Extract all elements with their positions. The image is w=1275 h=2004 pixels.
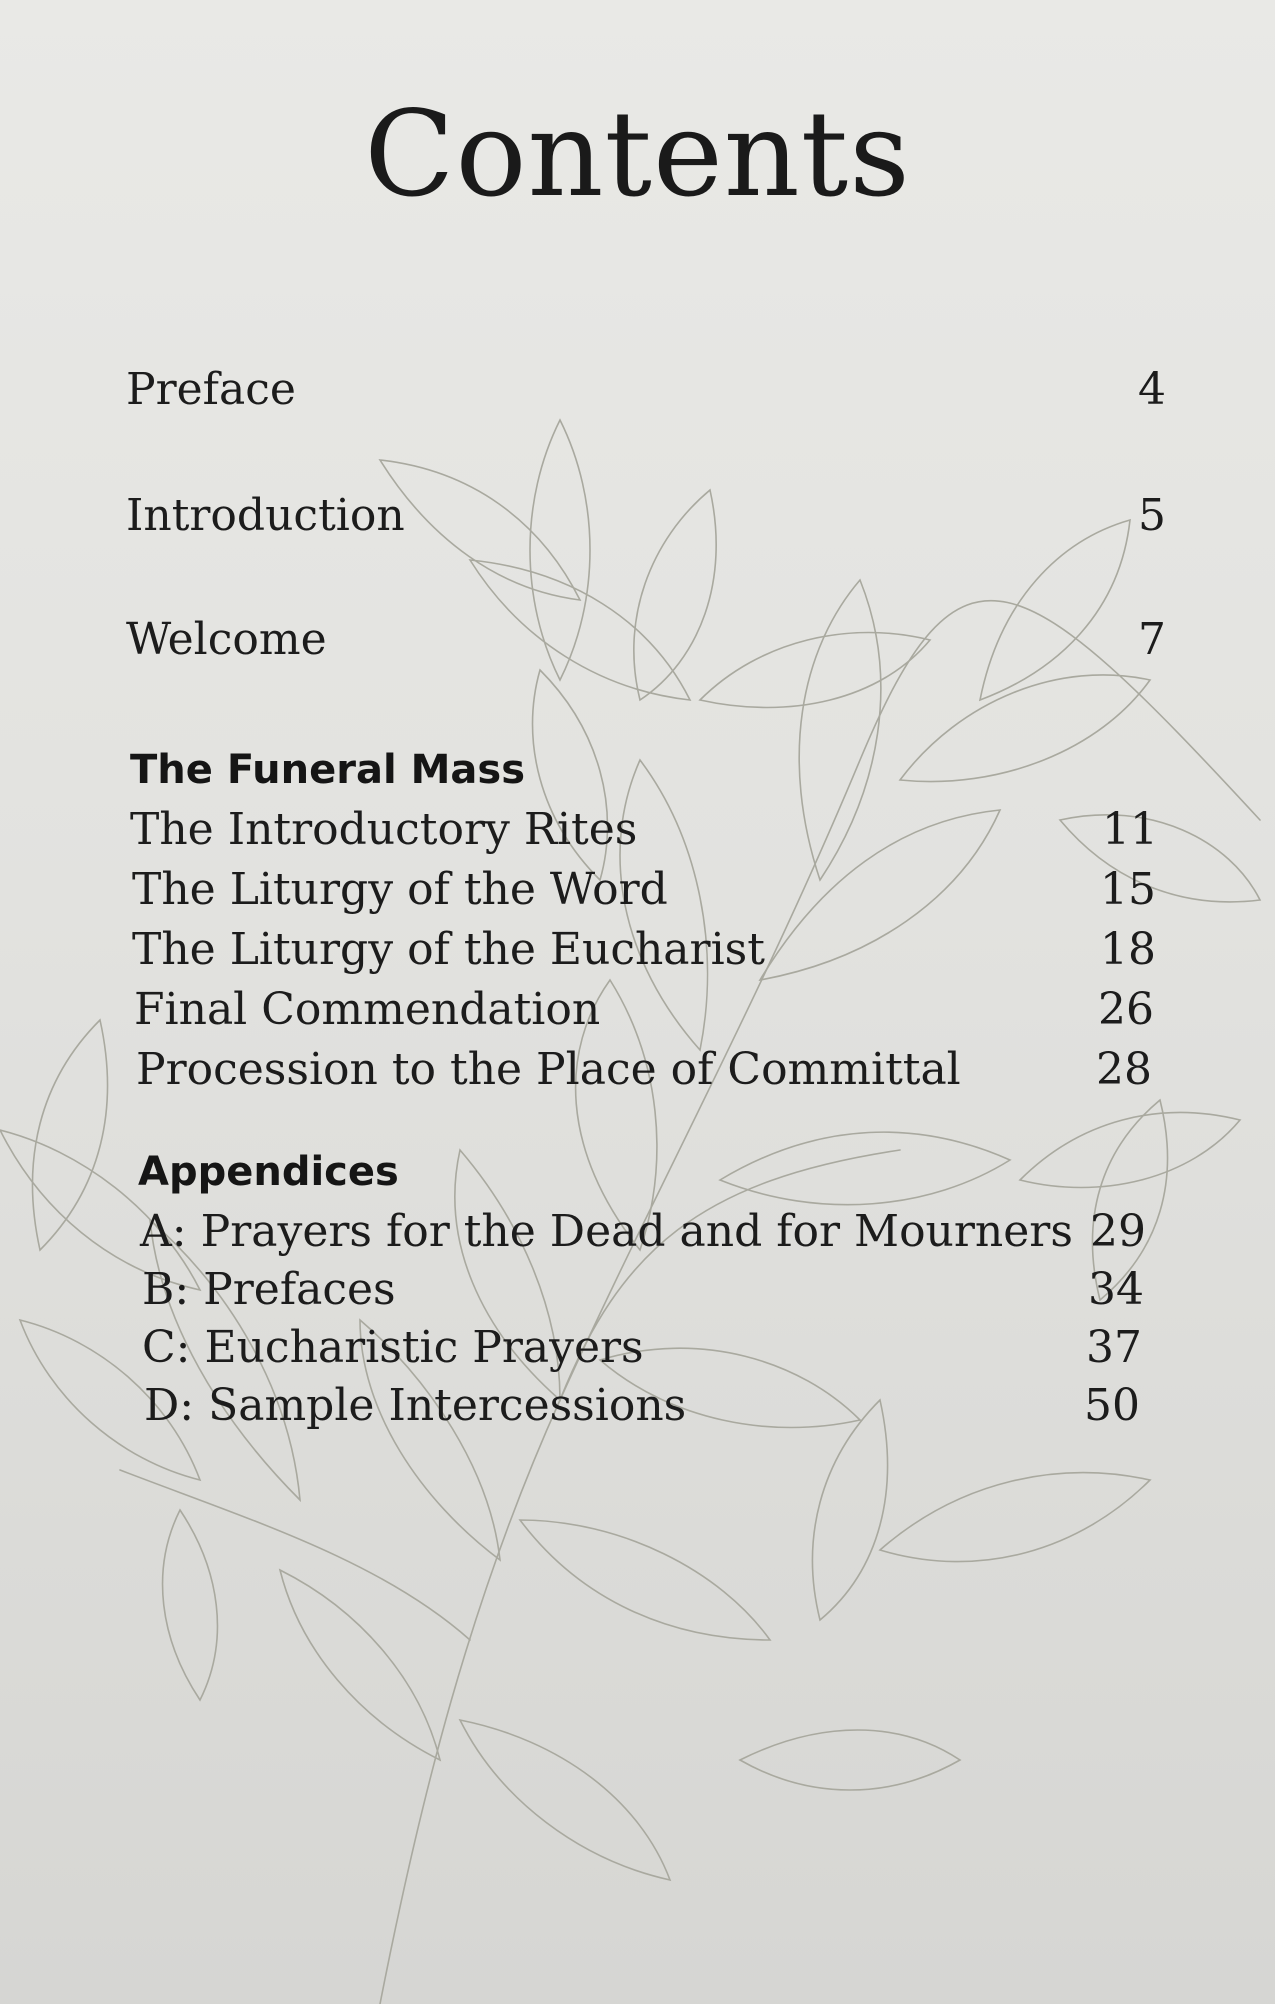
toc-entry-page: 28 <box>1096 1044 1152 1095</box>
toc-entry-label: The Liturgy of the Word <box>132 864 668 915</box>
page-title: Contents <box>364 85 911 223</box>
toc-entry-page: 11 <box>1102 804 1158 855</box>
toc-entry-label: The Introductory Rites <box>130 804 638 855</box>
toc-entry-label: Procession to the Place of Committal <box>136 1044 961 1095</box>
toc-entry-label: Welcome <box>126 614 327 665</box>
toc-entry-label: C: Eucharistic Prayers <box>142 1322 644 1373</box>
toc-entry-page: 5 <box>1138 490 1166 541</box>
toc-entry-page: 37 <box>1086 1322 1142 1373</box>
toc-entry-page: 4 <box>1138 364 1166 415</box>
toc-entry-page: 29 <box>1090 1206 1146 1257</box>
toc-entry-label: Preface <box>126 364 296 415</box>
toc-entry-label: Final Commendation <box>134 984 601 1035</box>
toc-entry-label: A: Prayers for the Dead and for Mourners <box>140 1206 1073 1257</box>
toc-entry-page: 50 <box>1084 1380 1140 1431</box>
toc-entry-page: 34 <box>1088 1264 1144 1315</box>
toc-entry-page: 7 <box>1138 614 1166 665</box>
toc-entry-label: B: Prefaces <box>142 1264 396 1315</box>
toc-entry-label: D: Sample Intercessions <box>144 1380 687 1431</box>
toc-entry-page: 15 <box>1100 864 1156 915</box>
toc-entry-label: The Liturgy of the Eucharist <box>132 924 765 975</box>
section-heading-funeral-mass: The Funeral Mass <box>130 747 525 793</box>
toc-entry-page: 18 <box>1100 924 1156 975</box>
section-heading-appendices: Appendices <box>138 1149 399 1195</box>
toc-entry-page: 26 <box>1098 984 1154 1035</box>
toc-entry-label: Introduction <box>126 490 405 541</box>
